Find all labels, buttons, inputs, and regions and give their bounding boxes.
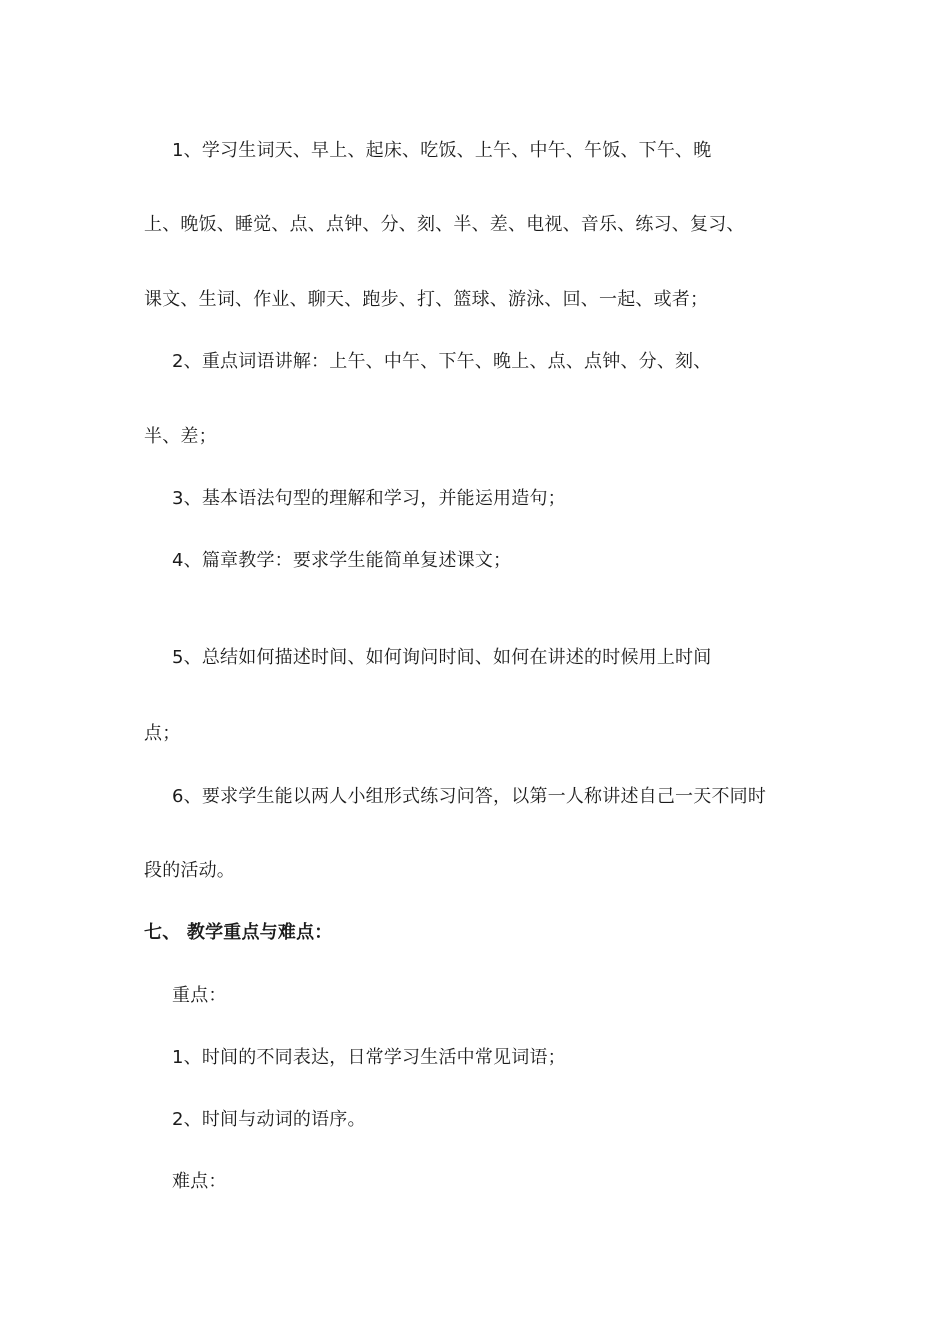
objective-2-line-1: 2、重点词语讲解：上午、中午、下午、晚上、点、点钟、分、刻、 — [172, 351, 712, 372]
objective-1-line-3: 课文、生词、作业、聊天、跑步、打、篮球、游泳、回、一起、或者； — [144, 289, 709, 310]
section-heading: 七、 教学重点与难点： — [144, 922, 333, 943]
key-point-1: 1、时间的不同表达，日常学习生活中常见词语； — [172, 1047, 566, 1068]
objective-5-line-2: 点； — [144, 723, 181, 744]
objective-6-line-1: 6、要求学生能以两人小组形式练习问答，以第一人称讲述自己一天不同时 — [172, 786, 767, 807]
objective-3: 3、基本语法句型的理解和学习，并能运用造句； — [172, 488, 566, 509]
objective-1-line-2: 上、晚饭、睡觉、点、点钟、分、刻、半、差、电视、音乐、练习、复习、 — [144, 214, 745, 235]
objective-4: 4、篇章教学：要求学生能简单复述课文； — [172, 550, 512, 571]
objective-2-line-2: 半、差； — [144, 426, 217, 447]
objective-1-line-1: 1、学习生词天、早上、起床、吃饭、上午、中午、午饭、下午、晚 — [172, 140, 712, 161]
key-point-2: 2、时间与动词的语序。 — [172, 1109, 366, 1130]
objective-5-line-1: 5、总结如何描述时间、如何询问时间、如何在讲述的时候用上时间 — [172, 647, 712, 668]
objective-6-line-2: 段的活动。 — [144, 860, 235, 881]
key-points-label: 重点： — [172, 985, 227, 1006]
difficult-points-label: 难点： — [172, 1171, 227, 1192]
